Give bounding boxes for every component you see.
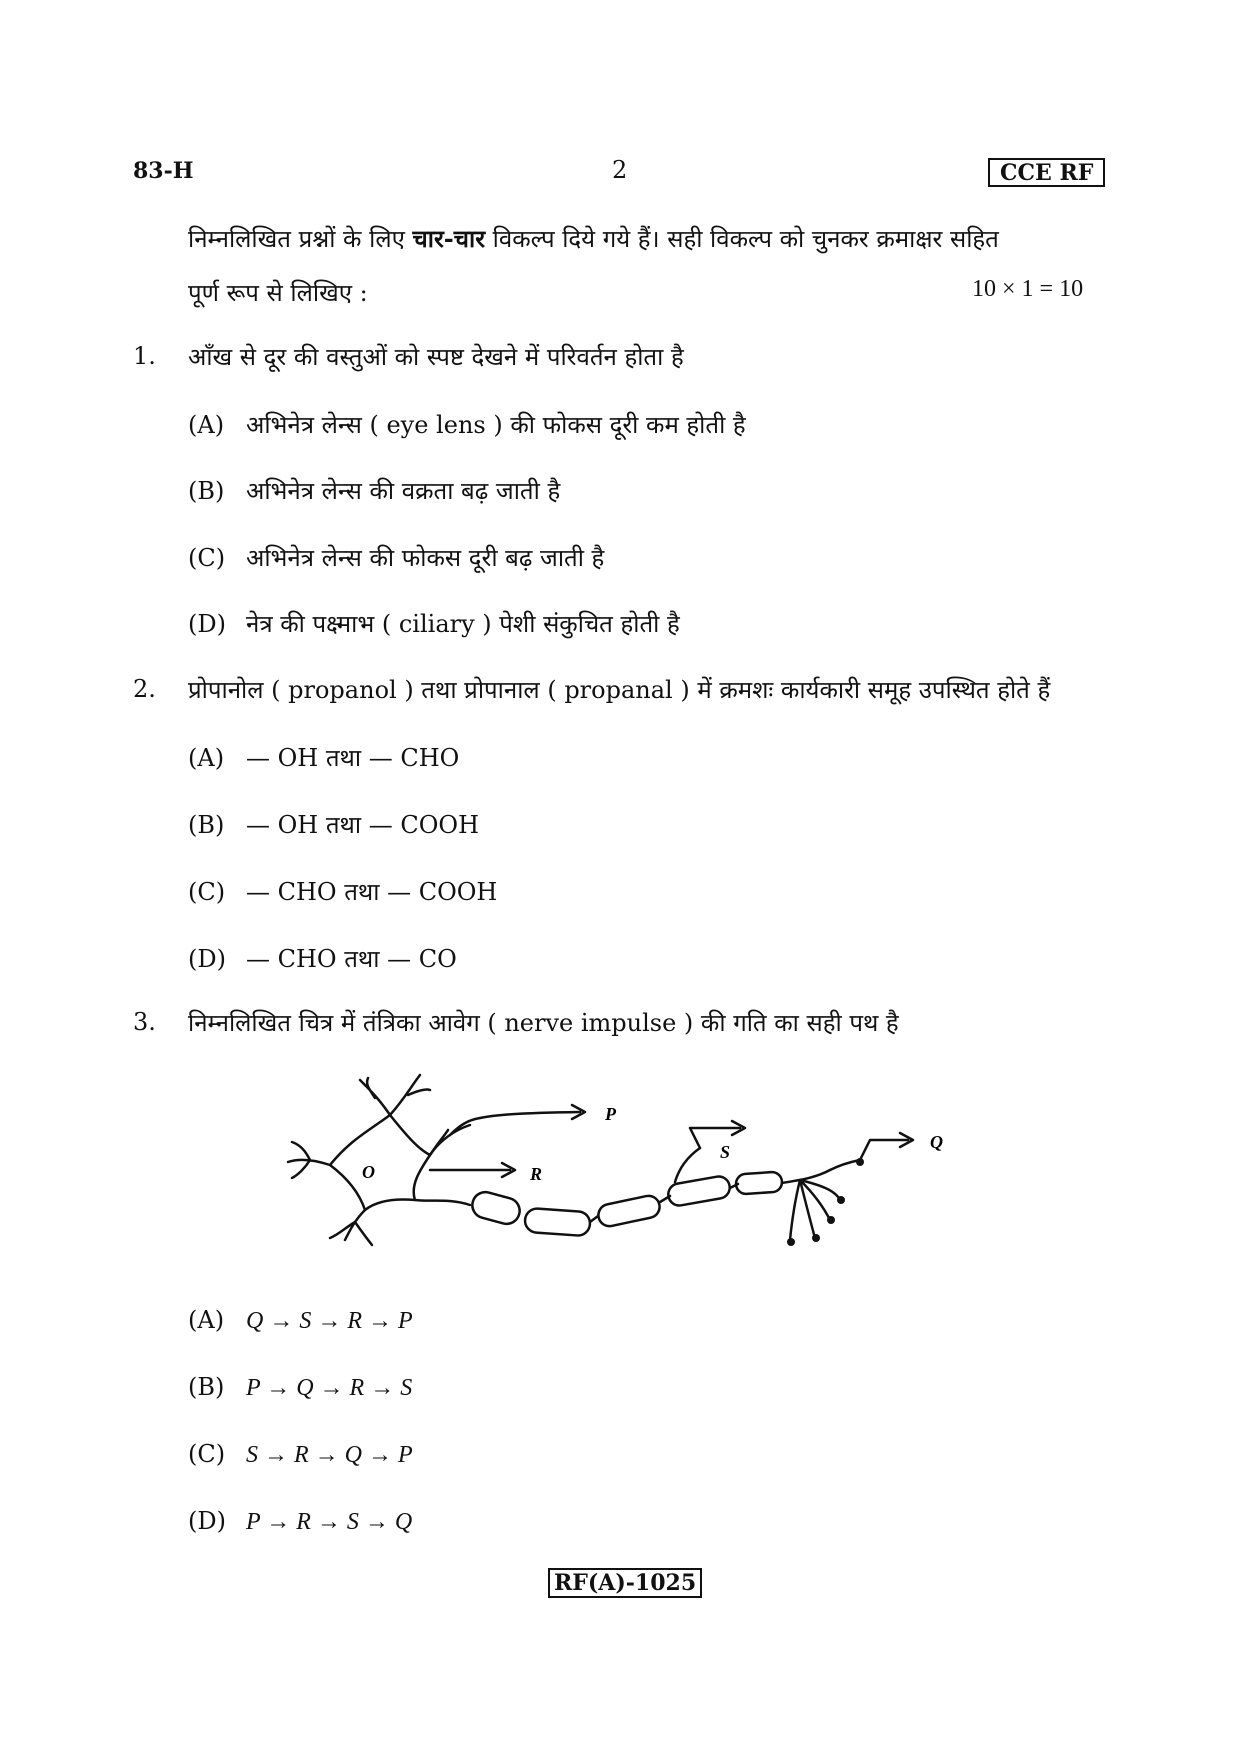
question-3-option-a [188,1306,413,1335]
option-text: P → Q → R → S [246,1375,413,1401]
option-label: (C) [188,878,226,906]
question-1-option-c [188,541,604,574]
option-text: S → R → Q → P [246,1442,413,1468]
series-box: CCE RF [988,158,1105,187]
question-2-option-d [188,942,457,975]
label-s: S [720,1142,731,1162]
page-number: 2 [612,156,628,184]
option-label: (C) [188,544,226,572]
question-2-text: प्रोपानोल ( propanol ) तथा प्रोपानाल ( propanal ) में क्रमशः कार्यकारी समूह उपस्थित होते हैं [188,676,1051,704]
label-o: O [362,1162,375,1182]
paper-code: 83-H [133,158,194,184]
option-label: (B) [188,811,225,839]
option-text: नेत्र की पक्ष्माभ ( ciliary ) पेशी संकुचित होती है [246,610,680,638]
option-text: — CHO तथा — CO [246,945,457,973]
option-label: (A) [188,411,225,439]
option-text: P → R → S → Q [246,1509,413,1535]
option-label: (D) [188,610,226,638]
instruction-bold: चार-चार [412,224,486,253]
option-label: (A) [188,1306,225,1334]
instruction-text-a: निम्नलिखित प्रश्नों के लिए [188,225,413,253]
question-1-option-a [188,408,746,441]
question-3-option-c [188,1440,413,1469]
option-text: — OH तथा — COOH [246,811,479,839]
label-r: R [530,1164,543,1184]
option-label: (A) [188,744,225,772]
option-text: अभिनेत्र लेन्स ( eye lens ) की फोकस दूरी कम होती है [246,411,746,439]
question-2-option-a [188,741,459,774]
option-label: (D) [188,945,226,973]
question-3-text: निम्नलिखित चित्र में तंत्रिका आवेग ( nerve impulse ) की गति का सही पथ है [188,1009,899,1037]
option-text: अभिनेत्र लेन्स की फोकस दूरी बढ़ जाती है [246,544,605,572]
label-p: P [605,1104,616,1124]
option-label: (B) [188,477,225,505]
question-1-number: 1. [133,342,156,370]
option-text: — CHO तथा — COOH [246,878,498,906]
question-3-number: 3. [133,1008,156,1036]
option-label: (C) [188,1440,226,1468]
question-2-option-c [188,875,497,908]
option-label: (B) [188,1373,225,1401]
instruction-line-2: पूर्ण रूप से लिखिए : [188,279,368,307]
question-2-option-b [188,808,479,841]
question-3-option-d [188,1507,412,1536]
option-label: (D) [188,1507,226,1535]
question-2-number: 2. [133,675,156,703]
footer-code: RF(A)-1025 [548,1568,702,1598]
option-text: Q → S → R → P [246,1308,413,1334]
question-1-text: आँख से दूर की वस्तुओं को स्पष्ट देखने में परिवर्तन होता है [188,343,684,371]
instruction-line-1 [188,222,999,255]
option-text: अभिनेत्र लेन्स की वक्रता बढ़ जाती है [246,477,561,505]
neuron-diagram [280,1070,980,1270]
question-1-option-b [188,474,560,507]
label-q: Q [930,1132,943,1152]
instruction-text-b: विकल्प दिये गये हैं। सही विकल्प को चुनकर क्रमाक्षर सहित [485,225,999,253]
question-3-option-b [188,1373,412,1402]
question-1-option-d [188,607,680,640]
option-text: — OH तथा — CHO [246,744,460,772]
marks-allocation: 10 × 1 = 10 [972,276,1084,302]
